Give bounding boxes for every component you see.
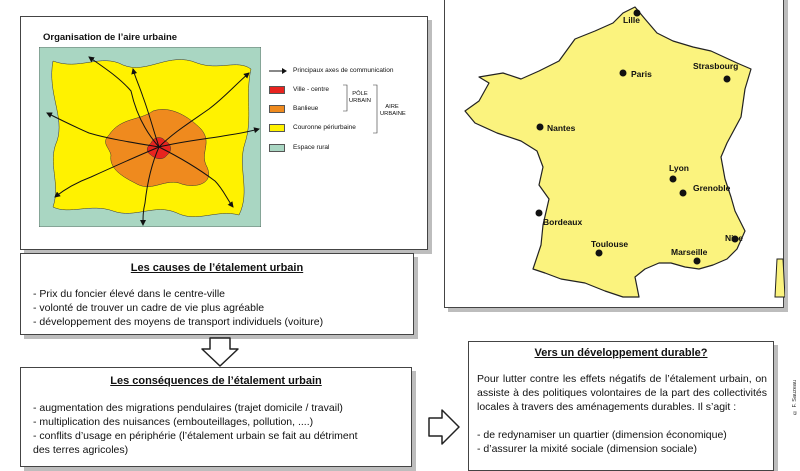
causes-title: Les causes de l’étalement urbain: [130, 262, 304, 274]
list-item: - d’assurer la mixité sociale (dimension sociale): [477, 443, 697, 455]
consequences-panel: [20, 367, 412, 467]
right-arrow-icon: [428, 408, 460, 446]
city-label-lyon: Lyon: [669, 163, 689, 173]
list-item: - multiplication des nuisances (embouteillages, pollution, ....): [33, 416, 314, 428]
france-map-panel: [444, 0, 784, 308]
city-label-paris: Paris: [631, 69, 652, 79]
couronne-swatch: [269, 124, 285, 132]
credit-text: © F. Sauzeau: [792, 380, 798, 416]
city-label-nice: Nice: [725, 233, 743, 243]
aire-urbaine-title: Organisation de l’aire urbaine: [43, 32, 178, 43]
rural-swatch: [269, 144, 285, 152]
pole-urbain-label: PÔLE URBAIN: [349, 91, 371, 104]
durable-text: Pour lutter contre les effets négatifs de l’étalement urbain, on assiste à des politiques volontaires de la part des collectivités locales à travers des aménagements durables. Il s’agit :: [477, 373, 767, 413]
city-label-marseille: Marseille: [671, 247, 708, 257]
causes-panel: [20, 253, 414, 335]
city-label-strasbourg: Strasbourg: [693, 61, 739, 71]
consequences-list: [33, 401, 358, 457]
durable-panel: [468, 341, 774, 471]
france-map: [445, 0, 785, 309]
ville-centre-swatch: [269, 86, 285, 94]
city-label-bordeaux: Bordeaux: [543, 217, 583, 227]
corsica: [775, 259, 785, 297]
aire-urbaine-panel: Organisation de l’aire urbaine Principaux axes de communication Ville - centre Banlieue Couronne périurbaine Espace rural PÔLE URBAIN AIRE URBAINE: [20, 16, 428, 250]
list-item: des terres agricoles): [33, 444, 129, 456]
durable-title: Vers un développement durable?: [534, 347, 708, 359]
consequences-title: Les conséquences de l’étalement urbain: [110, 375, 322, 387]
list-item: - volonté de trouver un cadre de vie plus agréable: [33, 302, 265, 314]
list-item: - développement des moyens de transport individuels (voiture): [33, 316, 324, 328]
list-item: - conflits d’usage en périphérie (l’étalement urbain se fait au détriment: [33, 430, 358, 442]
list-item: - augmentation des migrations pendulaires (trajet domicile / travail): [33, 402, 343, 414]
aire-urbaine-label: AIRE URBAINE: [380, 104, 406, 117]
city-label-lille: Lille: [623, 15, 641, 25]
list-item: - de redynamiser un quartier (dimension économique): [477, 429, 727, 441]
city-label-grenoble: Grenoble: [693, 183, 731, 193]
aire-urbaine-diagram: [39, 47, 261, 227]
down-arrow-icon: [200, 337, 240, 367]
city-label-toulouse: Toulouse: [591, 239, 629, 249]
list-item: - Prix du foncier élevé dans le centre-ville: [33, 288, 226, 300]
france-mainland: [465, 7, 751, 297]
arrow-icon: [269, 67, 287, 75]
causes-list: [33, 287, 323, 329]
city-label-nantes: Nantes: [547, 123, 576, 133]
banlieue-swatch: [269, 105, 285, 113]
durable-list: [477, 428, 727, 456]
